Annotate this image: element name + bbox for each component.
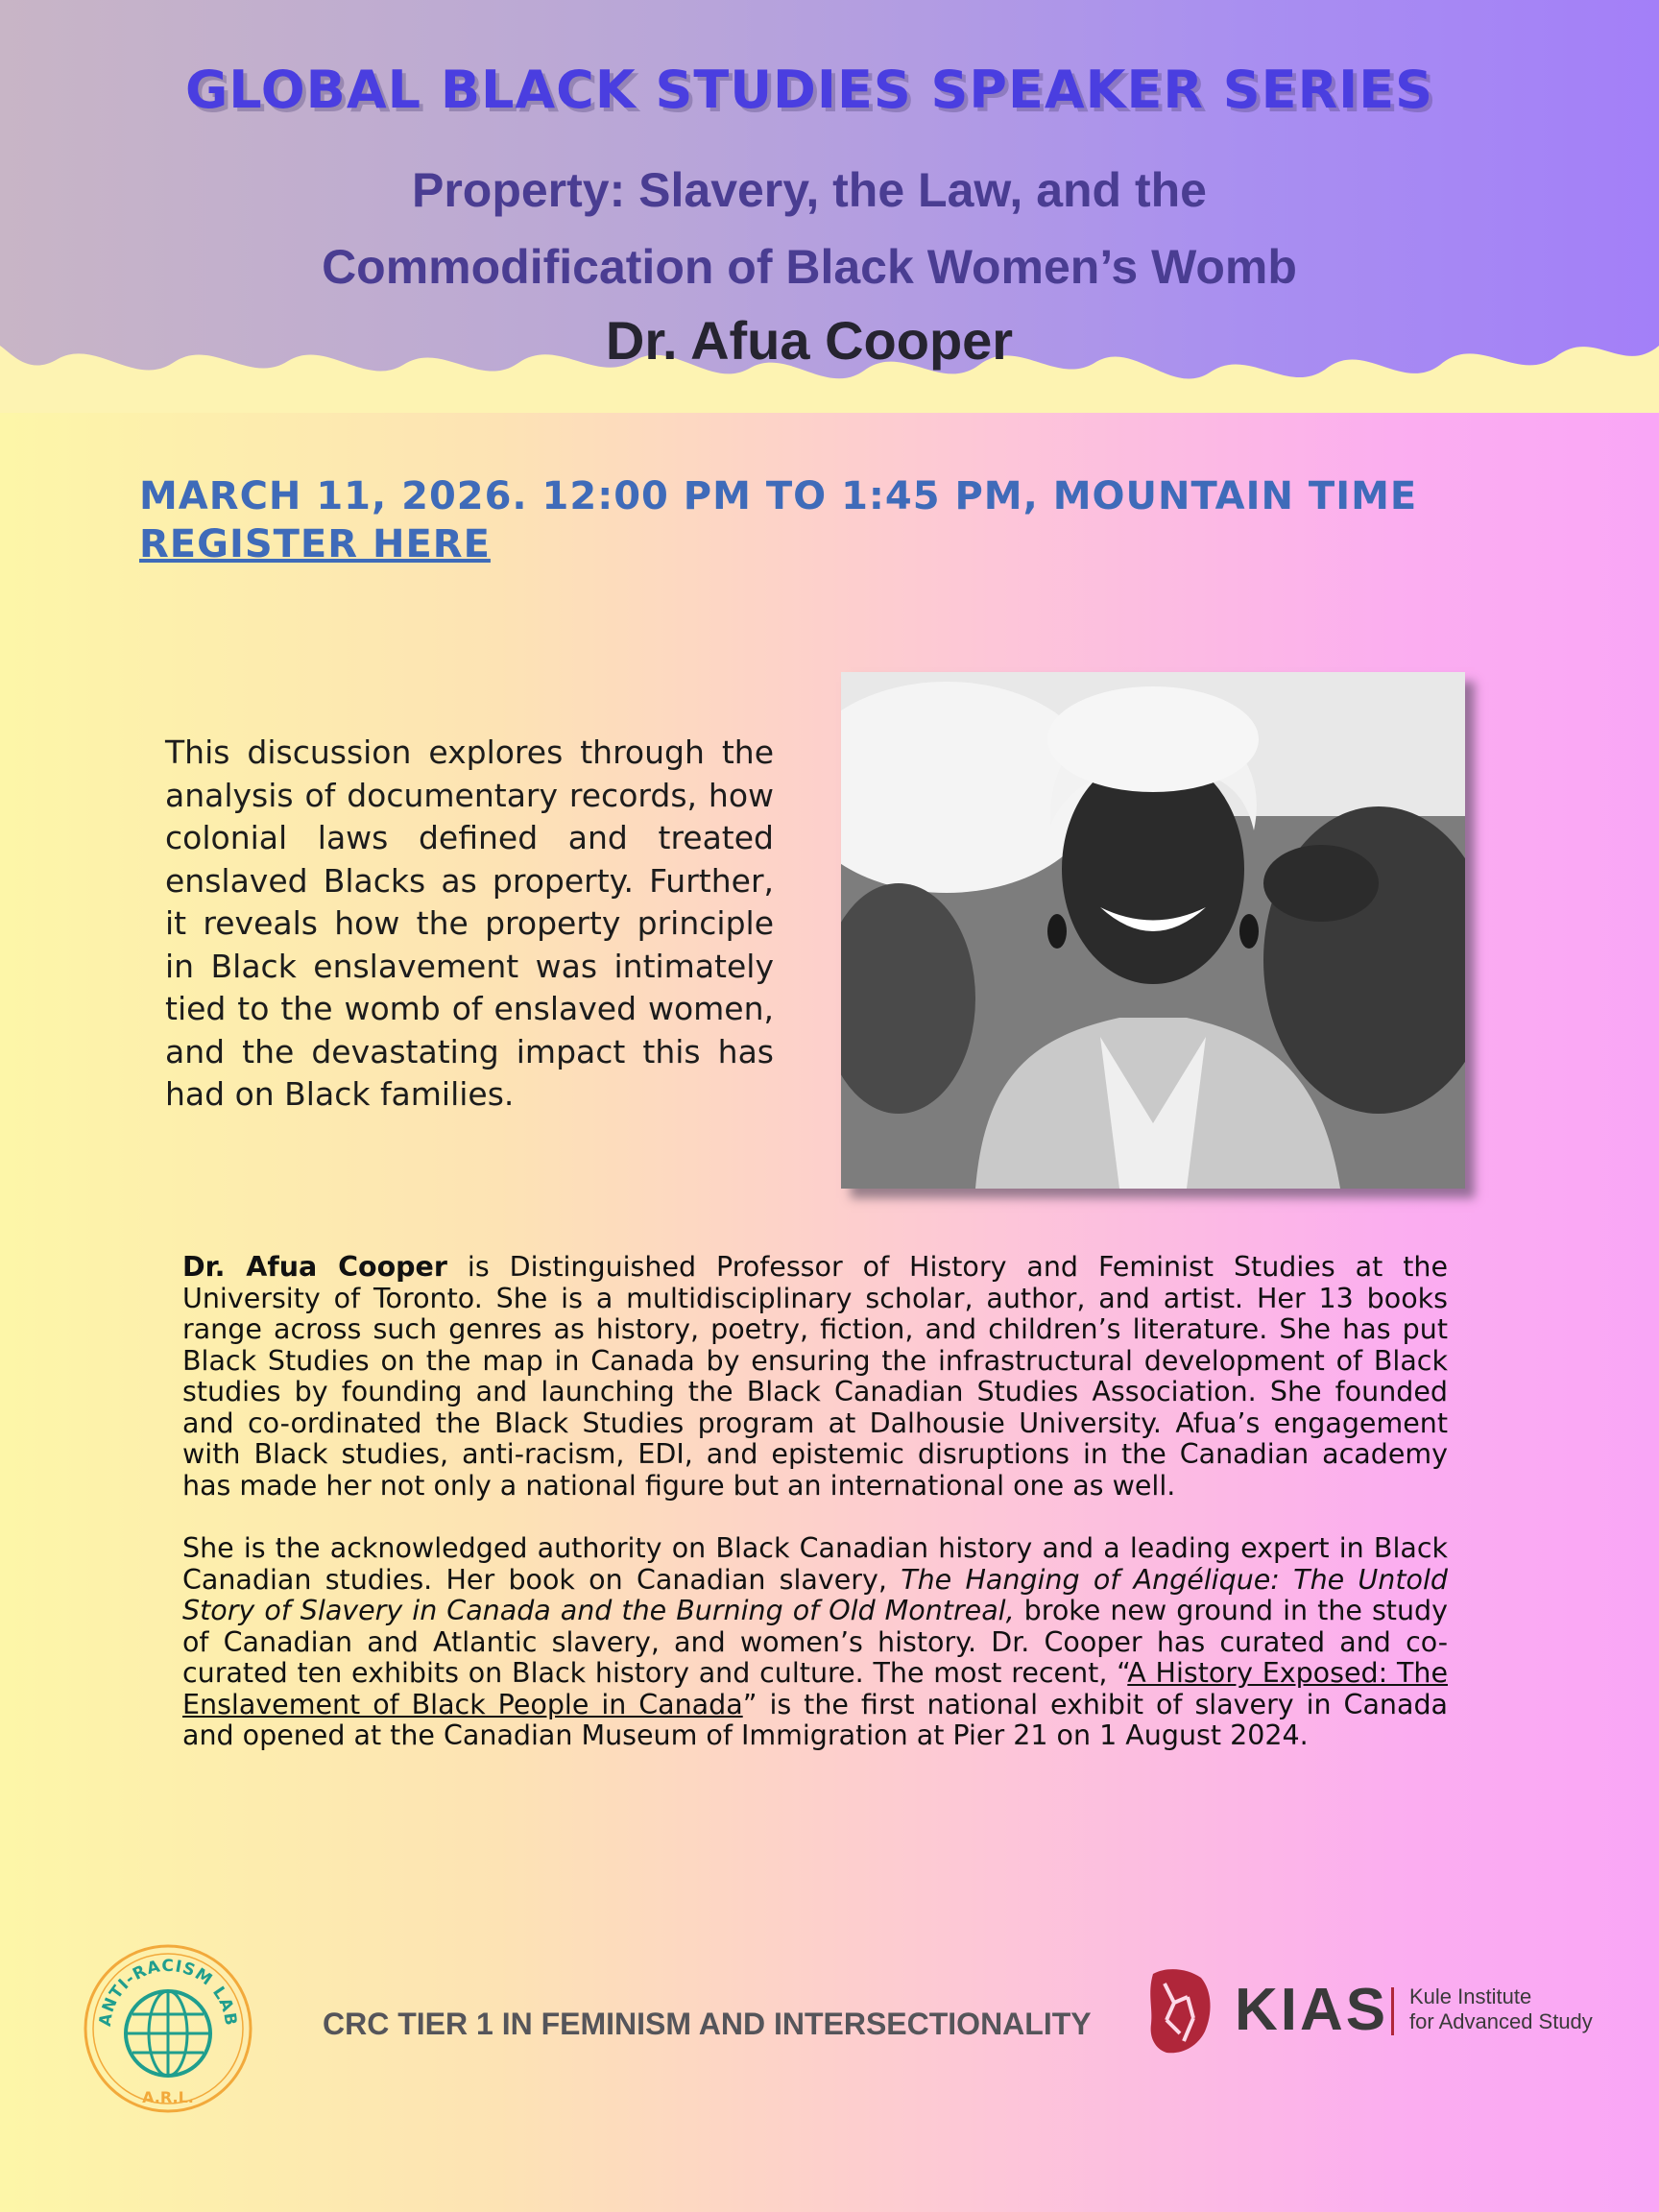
book-title: The Hanging of Angélique: The Untold Story of Slavery in Canada and the Burning of Old Montreal,: [182, 1563, 1448, 1626]
kias-name-line-2: for Advanced Study: [1409, 2009, 1593, 2033]
bio-text: She is the acknowledged authority on Black Canadian history and a leading expert in Black Canadian studies. Her book on Canadian slavery,: [182, 1532, 1448, 1596]
speaker-name: Dr. Afua Cooper: [605, 310, 1014, 371]
anti-racism-lab-logo: [81, 1941, 255, 2116]
kias-name-line-1: Kule Institute: [1409, 1984, 1532, 2008]
event-datetime: MARCH 11, 2026. 12:00 PM TO 1:45 PM, MOUNTAIN TIME: [139, 474, 1418, 518]
globe-icon: [126, 1991, 210, 2076]
speaker-bio: [182, 1252, 1448, 1752]
register-link[interactable]: REGISTER HERE: [139, 522, 491, 566]
arl-abbrev: A.R.L.: [142, 2088, 194, 2106]
kias-full-name: [1409, 1984, 1593, 2034]
speaker-photo: [841, 672, 1465, 1189]
bio-paragraph-2: [182, 1533, 1448, 1752]
intro-paragraph: This discussion explores through the analysis of documentary records, how colonial laws defined and treated enslaved Blacks as property. Further, it reveals how the property principle in Black enslavement was intimately tied to the womb of enslaved women, and the devastating impact this has had on Black families.: [165, 733, 774, 1113]
kias-divider: [1391, 1987, 1394, 2035]
talk-title-line-2: Commodification of Black Women’s Womb: [322, 240, 1297, 294]
speaker-portrait-graphic: [841, 672, 1465, 1189]
arl-ring-text: ANTI-RACISM LAB: [95, 1956, 241, 2028]
bio-paragraph-1: [182, 1252, 1448, 1502]
bio-speaker-name: Dr. Afua Cooper: [182, 1251, 447, 1283]
bio-text: broke new ground in the study of Canadian and Atlantic slavery, and women’s history. Dr. Cooper has curated and co-curated ten exhibits on Black history and culture. The most recent, “: [182, 1595, 1448, 1689]
talk-title: [0, 152, 1619, 305]
talk-title-line-1: Property: Slavery, the Law, and the: [411, 163, 1207, 217]
bio-text: is Distinguished Professor of History and Feminist Studies at the University of Toronto. She is a multidisciplinary scholar, author, and artist. Her 13 books range across such genres as history, poetry, fiction, and children’s literature. She has put Black Studies on the map in Canada by ensuring the infrastructural development of Black studies by founding and launching the Black Canadian Studies Association. She founded and co-ordinated the Black Studies program at Dalhousie University. Afua’s engagement with Black studies, anti-racism, EDI, and epistemic disruptions in the Canadian academy has made her not only a national figure but an international one as well.: [182, 1251, 1448, 1502]
kias-logo-icon: [1145, 1964, 1214, 2056]
crc-affiliation: CRC TIER 1 IN FEMINISM AND INTERSECTIONALITY: [323, 2007, 1092, 2041]
bio-text: ” is the first national exhibit of slavery in Canada and opened at the Canadian Museum of Immigration at Pier 21 on 1 August 2024.: [182, 1688, 1448, 1751]
series-title: GLOBAL BLACK STUDIES SPEAKER SERIES: [184, 60, 1434, 120]
exhibit-link[interactable]: A History Exposed: The Enslavement of Black People in Canada: [182, 1657, 1448, 1720]
kias-wordmark: KIAS: [1235, 1977, 1389, 2043]
